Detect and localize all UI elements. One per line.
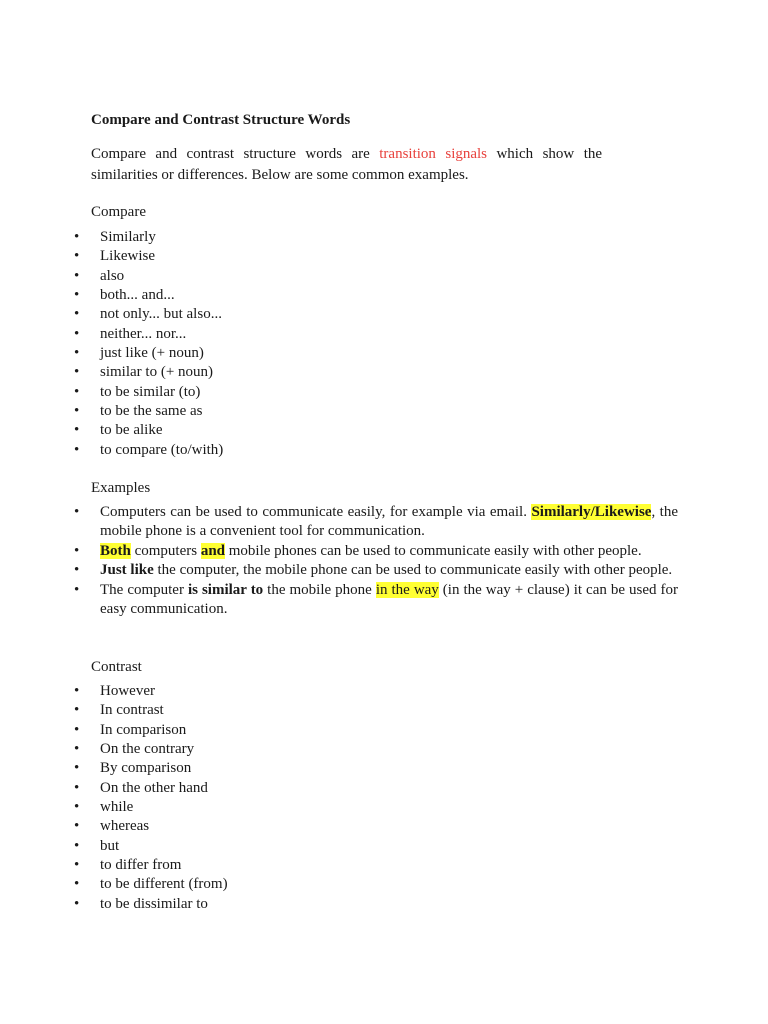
intro-paragraph: [91, 144, 602, 186]
list-item: • neither... nor...: [0, 325, 223, 344]
highlighted-phrase: Both: [100, 542, 131, 559]
contrast-heading: Contrast: [91, 659, 142, 675]
example-text: mobile phones can be used to communicate easily with other people.: [225, 542, 642, 559]
list-item: • By comparison: [0, 759, 228, 778]
list-item: • similar to (+ noun): [0, 363, 223, 382]
example-item: [0, 503, 678, 542]
list-item: • to differ from: [0, 856, 228, 875]
example-text: the computer, the mobile phone can be used to communicate easily with other people.: [153, 562, 673, 579]
list-item: • to be the same as: [0, 402, 223, 421]
list-item: • both... and...: [0, 286, 223, 305]
document-title: Compare and Contrast Structure Words: [91, 112, 351, 128]
list-item: • Likewise: [0, 247, 223, 266]
list-item: • while: [0, 798, 228, 817]
example-text: (in the way + clause) it can be used for easy communication.: [100, 581, 678, 618]
bold-phrase: is similar to: [187, 581, 264, 598]
list-item: • just like (+ noun): [0, 344, 223, 363]
list-item: • On the other hand: [0, 779, 228, 798]
highlighted-phrase: in the way: [375, 581, 439, 598]
list-item: • not only... but also...: [0, 305, 223, 324]
bold-phrase: Just like: [100, 562, 154, 579]
intro-text-before: Compare and contrast structure words are: [91, 146, 380, 162]
example-text: Computers can be used to communicate easily, for example via email.: [100, 504, 532, 520]
example-text: computers: [130, 542, 201, 559]
list-item: • but: [0, 837, 228, 856]
example-item: [0, 542, 678, 561]
list-item: • to compare (to/with): [0, 441, 223, 460]
list-item: • whereas: [0, 817, 228, 836]
example-item: [0, 581, 678, 620]
list-item: • Similarly: [0, 228, 223, 247]
compare-list: [0, 228, 223, 460]
list-item: • On the contrary: [0, 740, 228, 759]
list-item: • to be similar (to): [0, 383, 223, 402]
contrast-list: [0, 682, 228, 914]
list-item: • to be alike: [0, 421, 223, 440]
example-text: , the mobile phone is a convenient tool for communication.: [100, 504, 678, 540]
list-item: • In contrast: [0, 701, 228, 720]
compare-heading: Compare: [91, 204, 146, 220]
examples-list: [0, 503, 678, 619]
transition-signals-link[interactable]: transition signals: [379, 146, 488, 162]
list-item: • to be different (from): [0, 875, 228, 894]
highlighted-phrase: Similarly/Likewise: [531, 504, 652, 520]
list-item: • to be dissimilar to: [0, 895, 228, 914]
example-item: [0, 561, 678, 580]
highlighted-phrase: and: [200, 542, 226, 559]
examples-heading: Examples: [91, 480, 151, 496]
list-item: • also: [0, 267, 223, 286]
list-item: • In comparison: [0, 721, 228, 740]
example-text: the mobile phone: [263, 581, 376, 598]
list-item: • However: [0, 682, 228, 701]
example-text: The computer: [100, 581, 188, 598]
intro-text-after: which show the similarities or differences. Below are some common examples.: [91, 146, 603, 183]
